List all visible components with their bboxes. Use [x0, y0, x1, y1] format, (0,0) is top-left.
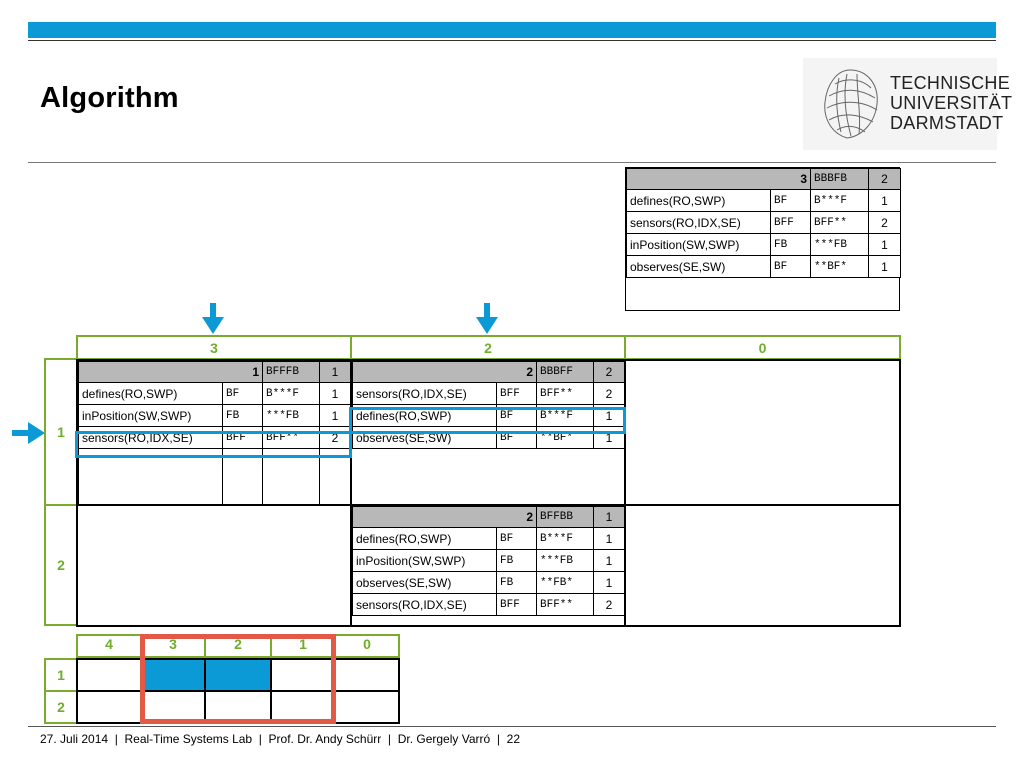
grid-col-header-3: 3 [76, 335, 352, 360]
university-logo [803, 58, 1013, 150]
constraint-name: inPosition(SW,SWP) [79, 405, 223, 427]
logo-line-2: UNIVERSITÄT [890, 93, 1013, 113]
table-header-id: 2 [353, 362, 537, 383]
arrow-down-icon [202, 303, 224, 335]
grid-cell-1-0 [624, 359, 901, 506]
adornment: FB [497, 572, 537, 594]
table-row [353, 405, 625, 427]
table-header-pattern: BBBFB [811, 169, 869, 190]
table-header-row [353, 507, 625, 528]
grid-cell-2-0 [624, 504, 901, 627]
logo-line-3: DARMSTADT [890, 113, 1004, 133]
table-row [353, 572, 625, 594]
adornment: BF [223, 383, 263, 405]
bottom-grid-cell [334, 690, 400, 724]
constraint-name: inPosition(SW,SWP) [353, 550, 497, 572]
constraint-table [352, 506, 625, 616]
table-row [79, 383, 351, 405]
count: 1 [320, 383, 351, 405]
count: 1 [594, 572, 625, 594]
pattern: **BF* [537, 427, 594, 449]
table-row [353, 427, 625, 449]
adornment: BF [771, 190, 811, 212]
count: 1 [594, 528, 625, 550]
table-header-count: 2 [869, 169, 901, 190]
pattern: B***F [537, 528, 594, 550]
slide-title: Algorithm [40, 82, 179, 114]
footer-divider [28, 726, 996, 727]
table-header-id: 1 [79, 362, 263, 383]
table-row-empty [79, 449, 351, 505]
pattern: ***FB [263, 405, 320, 427]
pattern: **BF* [811, 256, 869, 278]
constraint-table [626, 168, 901, 278]
bottom-grid-cell [334, 658, 400, 692]
constraint-name: defines(RO,SWP) [353, 405, 497, 427]
grid-cell-1-3 [76, 359, 352, 506]
table-row [627, 212, 901, 234]
tu-darmstadt-athene-icon [817, 64, 883, 144]
pattern: BFF** [263, 427, 320, 449]
pattern: **FB* [537, 572, 594, 594]
table-header-row [627, 169, 901, 190]
adornment: BFF [497, 383, 537, 405]
bottom-grid-col-header-3: 3 [140, 634, 206, 658]
constraint-name: sensors(RO,IDX,SE) [353, 383, 497, 405]
logo-line-1: TECHNISCHE [890, 73, 1011, 93]
window-highlight-box [140, 634, 336, 724]
bottom-grid-cell [76, 658, 142, 692]
title-divider [28, 162, 996, 163]
pattern: BFF** [537, 383, 594, 405]
constraint-name: defines(RO,SWP) [79, 383, 223, 405]
arrow-right-icon [12, 422, 46, 444]
constraint-name: inPosition(SW,SWP) [627, 234, 771, 256]
constraint-name: sensors(RO,IDX,SE) [353, 594, 497, 616]
constraint-name: sensors(RO,IDX,SE) [627, 212, 771, 234]
table-row [353, 594, 625, 616]
table-header-count: 2 [594, 362, 625, 383]
constraint-table [352, 361, 625, 449]
count: 1 [594, 405, 625, 427]
table-header-row [79, 362, 351, 383]
count: 2 [869, 212, 901, 234]
bottom-grid-row-header-1: 1 [44, 658, 78, 692]
grid-cell-2-2 [350, 504, 626, 627]
grid-row-header-2: 2 [44, 504, 78, 626]
grid-col-header-0: 0 [624, 335, 901, 360]
count: 1 [869, 190, 901, 212]
adornment: BF [497, 528, 537, 550]
pattern: BFF** [811, 212, 869, 234]
table-row [79, 427, 351, 449]
constraint-name: observes(SE,SW) [353, 572, 497, 594]
table-header-id: 3 [627, 169, 811, 190]
header-accent-bar [28, 22, 996, 38]
adornment: BFF [497, 594, 537, 616]
count: 1 [594, 550, 625, 572]
header-divider [28, 40, 996, 41]
adornment: BFF [771, 212, 811, 234]
table-row [627, 190, 901, 212]
grid-col-header-2: 2 [350, 335, 626, 360]
table-row [353, 528, 625, 550]
adornment: BF [497, 405, 537, 427]
adornment: BFF [223, 427, 263, 449]
slide-footer: 27. Juli 2014 | Real-Time Systems Lab | Prof. Dr. Andy Schürr | Dr. Gergely Varró | 22 [40, 732, 520, 746]
constraint-name: defines(RO,SWP) [627, 190, 771, 212]
pattern: BFF** [537, 594, 594, 616]
pattern: B***F [811, 190, 869, 212]
table-row [627, 256, 901, 278]
count: 1 [869, 234, 901, 256]
adornment: BF [771, 256, 811, 278]
grid-cell-2-3 [76, 504, 352, 627]
table-header-pattern: BFFBB [537, 507, 594, 528]
count: 1 [594, 427, 625, 449]
constraint-name: sensors(RO,IDX,SE) [79, 427, 223, 449]
adornment: FB [771, 234, 811, 256]
grid-row-header-1: 1 [44, 358, 78, 506]
pattern: B***F [537, 405, 594, 427]
pattern: B***F [263, 383, 320, 405]
constraint-table [78, 361, 351, 505]
adornment: FB [497, 550, 537, 572]
constraint-name: defines(RO,SWP) [353, 528, 497, 550]
table-row [79, 405, 351, 427]
table-row [353, 383, 625, 405]
table-header-count: 1 [594, 507, 625, 528]
count: 2 [594, 383, 625, 405]
constraint-name: observes(SE,SW) [627, 256, 771, 278]
table-header-pattern: BFFFB [263, 362, 320, 383]
bottom-grid-col-header-1: 1 [270, 634, 336, 658]
table-row [627, 234, 901, 256]
bottom-grid-row-header-2: 2 [44, 690, 78, 724]
pattern: ***FB [811, 234, 869, 256]
table-header-id: 2 [353, 507, 537, 528]
grid-cell-1-2 [350, 359, 626, 506]
bottom-grid-cell [76, 690, 142, 724]
count: 1 [869, 256, 901, 278]
constraint-name: observes(SE,SW) [353, 427, 497, 449]
table-row [353, 550, 625, 572]
adornment: FB [223, 405, 263, 427]
bottom-grid-col-header-2: 2 [204, 634, 272, 658]
bottom-grid-col-header-4: 4 [76, 634, 142, 658]
arrow-down-icon [476, 303, 498, 335]
count: 2 [594, 594, 625, 616]
pattern: ***FB [537, 550, 594, 572]
table-header-pattern: BBBFF [537, 362, 594, 383]
bottom-grid-col-header-0: 0 [334, 634, 400, 658]
table-header-count: 1 [320, 362, 351, 383]
count: 2 [320, 427, 351, 449]
count: 1 [320, 405, 351, 427]
table-header-row [353, 362, 625, 383]
adornment: BF [497, 427, 537, 449]
constraint-table-3 [625, 167, 900, 311]
